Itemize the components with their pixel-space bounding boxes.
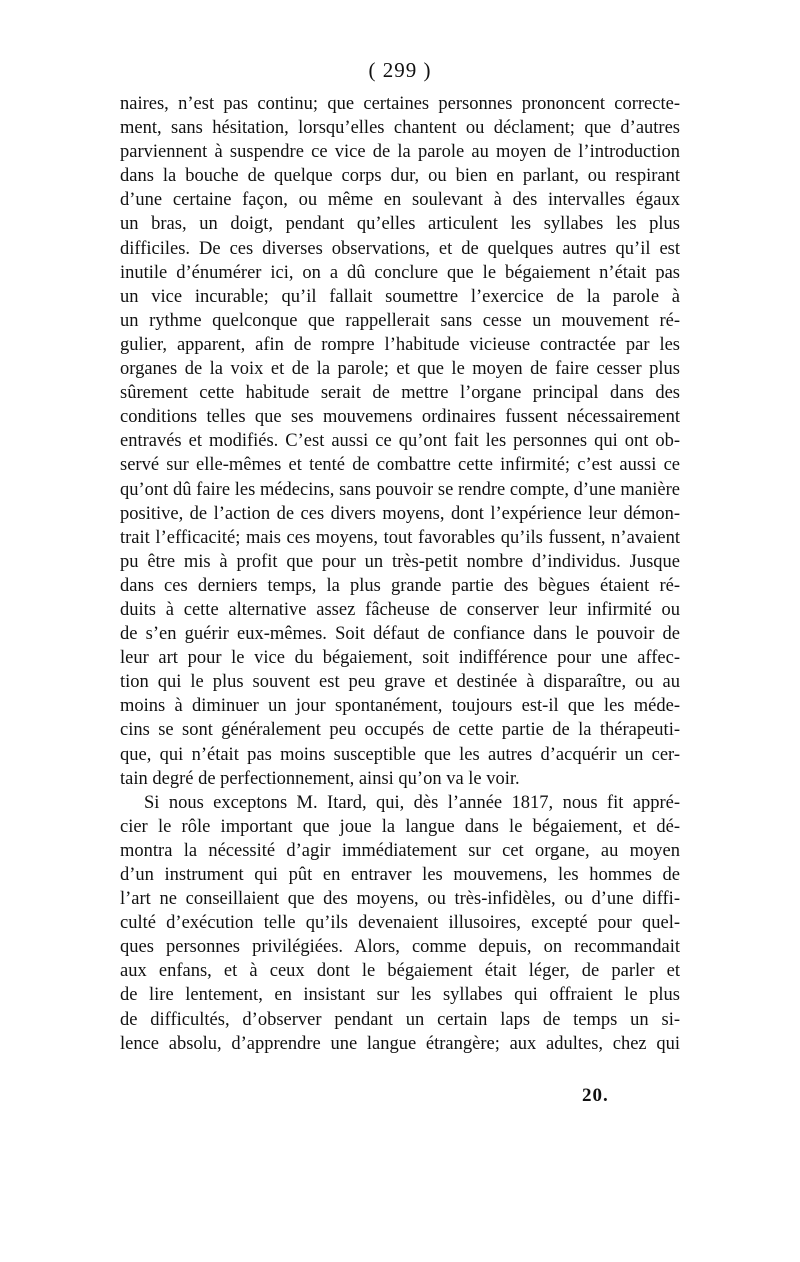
paragraph-start-line: Si nous exceptons M. Itard, qui, dès l’année 1817, nous fit appré-	[144, 792, 680, 813]
text-line: qu’ont dû faire les médecins, sans pouvoir se rendre compte, d’une manière	[120, 479, 680, 500]
text-line: l’art ne conseillaient que des moyens, ou très-infidèles, ou d’une diffi-	[120, 889, 680, 910]
text-line: naires, n’est pas continu; que certaines personnes prononcent correcte-	[120, 94, 680, 114]
paragraph-end-line: tain degré de perfectionnement, ainsi qu’on va le voir.	[120, 768, 520, 789]
text-line: d’une certaine façon, ou même en soulevant à des intervalles égaux	[120, 190, 680, 211]
text-line: un bras, un doigt, pendant qu’elles articulent les syllabes les plus	[120, 214, 680, 235]
text-line: parviennent à suspendre ce vice de la parole au moyen de l’introduction	[120, 142, 680, 163]
text-line: servé sur elle-mêmes et tenté de combattre cette infirmité; c’est aussi ce	[120, 455, 680, 476]
text-line: difficiles. De ces diverses observations, et de quelques autres qu’il est	[120, 238, 680, 259]
text-line: aux enfans, et à ceux dont le bégaiement était léger, de parler et	[120, 961, 680, 982]
text-line: montra la nécessité d’agir immédiatement sur cet organe, au moyen	[120, 840, 680, 861]
text-line: de lire lentement, en insistant sur les syllabes qui offraient le plus	[120, 985, 680, 1006]
text-line: conditions telles que ses mouvemens ordinaires fussent nécessairement	[120, 407, 680, 428]
text-line: moins à diminuer un jour spontanément, toujours est-il que les méde-	[120, 696, 680, 717]
text-line: gulier, apparent, afin de rompre l’habitude vicieuse contractée par les	[120, 334, 680, 355]
text-line: ques personnes privilégiées. Alors, comme depuis, on recommandait	[120, 937, 680, 958]
text-line: un vice incurable; qu’il fallait soumettre l’exercice de la parole à	[120, 286, 680, 307]
text-line: inutile d’énumérer ici, on a dû conclure que le bégaiement n’était pas	[120, 262, 680, 283]
page-number: ( 299 )	[368, 58, 432, 82]
text-line: organes de la voix et de la parole; et que le moyen de faire cesser plus	[120, 359, 680, 380]
text-line: d’un instrument qui pût en entraver les mouvemens, les hommes de	[120, 865, 680, 885]
text-line: de difficultés, d’observer pendant un certain laps de temps un si-	[120, 1009, 680, 1030]
text-line: culté d’exécution telle qu’ils devenaient illusoires, excepté pour quel-	[120, 913, 680, 934]
text-line: de s’en guérir eux-mêmes. Soit défaut de confiance dans le pouvoir de	[120, 624, 680, 645]
text-line: que, qui n’était pas moins susceptible que les autres d’acquérir un cer-	[120, 744, 680, 765]
text-line: trait l’efficacité; mais ces moyens, tout favorables qu’ils fussent, n’avaient	[120, 527, 680, 548]
text-line: cins se sont généralement peu occupés de cette partie de la thérapeuti-	[120, 720, 680, 741]
text-line: pu être mis à profit que pour un très-petit nombre d’individus. Jusque	[120, 551, 680, 572]
signature-mark: 20.	[582, 1085, 609, 1106]
text-line: sûrement cette habitude serait de mettre l’organe principal dans des	[120, 383, 680, 404]
text-line: un rythme quelconque que rappellerait sans cesse un mouvement ré-	[120, 310, 680, 331]
body-text	[120, 92, 680, 1056]
text-line: dans ces derniers temps, la plus grande partie des bègues étaient ré-	[120, 575, 680, 596]
text-line: tion qui le plus souvent est peu grave et destinée à disparaître, ou au	[120, 672, 680, 693]
text-line: lence absolu, d’apprendre une langue étrangère; aux adultes, chez qui	[120, 1033, 680, 1054]
text-line: dans la bouche de quelque corps dur, ou bien en parlant, ou respirant	[120, 166, 680, 187]
text-line: duits à cette alternative assez fâcheuse de conserver leur infirmité ou	[120, 599, 680, 620]
text-line: leur art pour le vice du bégaiement, soit indifférence pour une affec-	[120, 648, 680, 669]
text-line: positive, de l’action de ces divers moyens, dont l’expérience leur démon-	[120, 503, 680, 524]
text-line: entravés et modifiés. C’est aussi ce qu’ont fait les personnes qui ont ob-	[120, 431, 680, 452]
text-line: cier le rôle important que joue la langue dans le bégaiement, et dé-	[120, 816, 680, 837]
text-line: ment, sans hésitation, lorsqu’elles chantent ou déclament; que d’autres	[120, 118, 680, 139]
